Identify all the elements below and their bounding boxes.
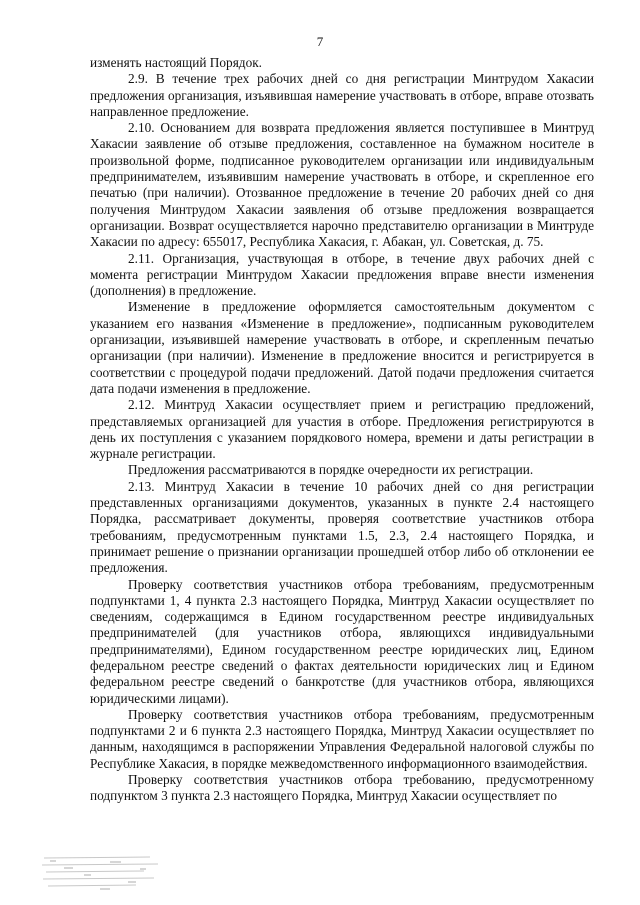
page-number: 7: [316, 34, 324, 49]
paragraph-2-11: 2.11. Организация, участвующая в отборе, в течение двух рабочих дней с момента регистрации Минтрудом Хакасии предложения вправе внести изменения (дополнения) в предложение.: [90, 250, 594, 299]
paragraph-amendment-format: Изменение в предложение оформляется самостоятельным документом с указанием его названия «Изменение в предложение», подписанным руководителем организации, изъявившей намерение участвовать в отборе, и скрепленным печатью организации (при наличии). Изменение в предложение вносится и регистрируется в соответствии с процедурой подачи предложений. Датой подачи предложения считается дата подачи изменения в предложение.: [90, 299, 594, 396]
document-body: [90, 55, 594, 805]
paragraph-2-12: 2.12. Минтруд Хакасии осуществляет прием и регистрацию предложений, представляемых организацией для участия в отборе. Предложения регистрируются в день их поступления с указанием порядкового номера, времени и даты регистрации в журнале регистрации.: [90, 397, 594, 462]
paragraph-check-registries: Проверку соответствия участников отбора требованиям, предусмотренным подпунктами 1, 4 пункта 2.3 настоящего Порядка, Минтруд Хакасии осуществляет по сведениям, содержащимся в Едином государственном реестре индивидуальных предпринимателей (для участников отбора, являющихся индивидуальными предпринимателями), Едином государственном реестре юридических лиц, Едином федеральном реестре сведений о фактах деятельности юридических лиц и Едином федеральном реестре сведений о банкротстве (для участников отбора, являющихся юридическими лицами).: [90, 576, 594, 706]
paragraph-2-13: 2.13. Минтруд Хакасии в течение 10 рабочих дней со дня регистрации представленных организациями документов, указанных в пункте 2.4 настоящего Порядка, рассматривает документы, проверяя соответствие участников отбора требованиям, предусмотренным пунктами 1.5, 2.3, 2.4 настоящего Порядка, и принимает решение о признании организации прошедшей отбор либо об отклонении ее предложения.: [90, 478, 594, 576]
paragraph-check-subpoint-3: Проверку соответствия участников отбора требованию, предусмотренному подпунктом 3 пункта 2.3 настоящего Порядка, Минтруд Хакасии осуществляет по: [90, 772, 594, 804]
faded-stamp-mark: [40, 852, 162, 896]
paragraph-2-10: 2.10. Основанием для возврата предложения является поступившее в Минтруд Хакасии заявление об отзыве предложения, составленное на бумажном носителе в произвольной форме, подписанное руководителем организации или индивидуальным предпринимателем, изъявившим намерение участвовать в отборе, и скрепленное его печатью (при наличии). Отозванное предложение в течение 20 рабочих дней со дня получения Минтрудом Хакасии заявления об отзыве предложения возвращается организации. Возврат осуществляется нарочно представителю организации в Минтруде Хакасии по адресу: 655017, Республика Хакасия, г. Абакан, ул. Советская, д. 75.: [90, 120, 594, 250]
paragraph-check-tax-service: Проверку соответствия участников отбора требованиям, предусмотренным подпунктами 2 и 6 пункта 2.3 настоящего Порядка, Минтруд Хакасии осуществляет по данным, находящимся в распоряжении Управления Федеральной налоговой службы по Республике Хакасия, в порядке межведомственного информационного взаимодействия.: [90, 706, 594, 771]
paragraph-continued: изменять настоящий Порядок.: [90, 55, 263, 70]
paragraph-review-order: Предложения рассматриваются в порядке очередности их регистрации.: [128, 462, 534, 478]
paragraph-2-9: 2.9. В течение трех рабочих дней со дня регистрации Минтрудом Хакасии предложения организация, изъявившая намерение участвовать в отборе, вправе отозвать направленное предложение.: [90, 71, 594, 119]
